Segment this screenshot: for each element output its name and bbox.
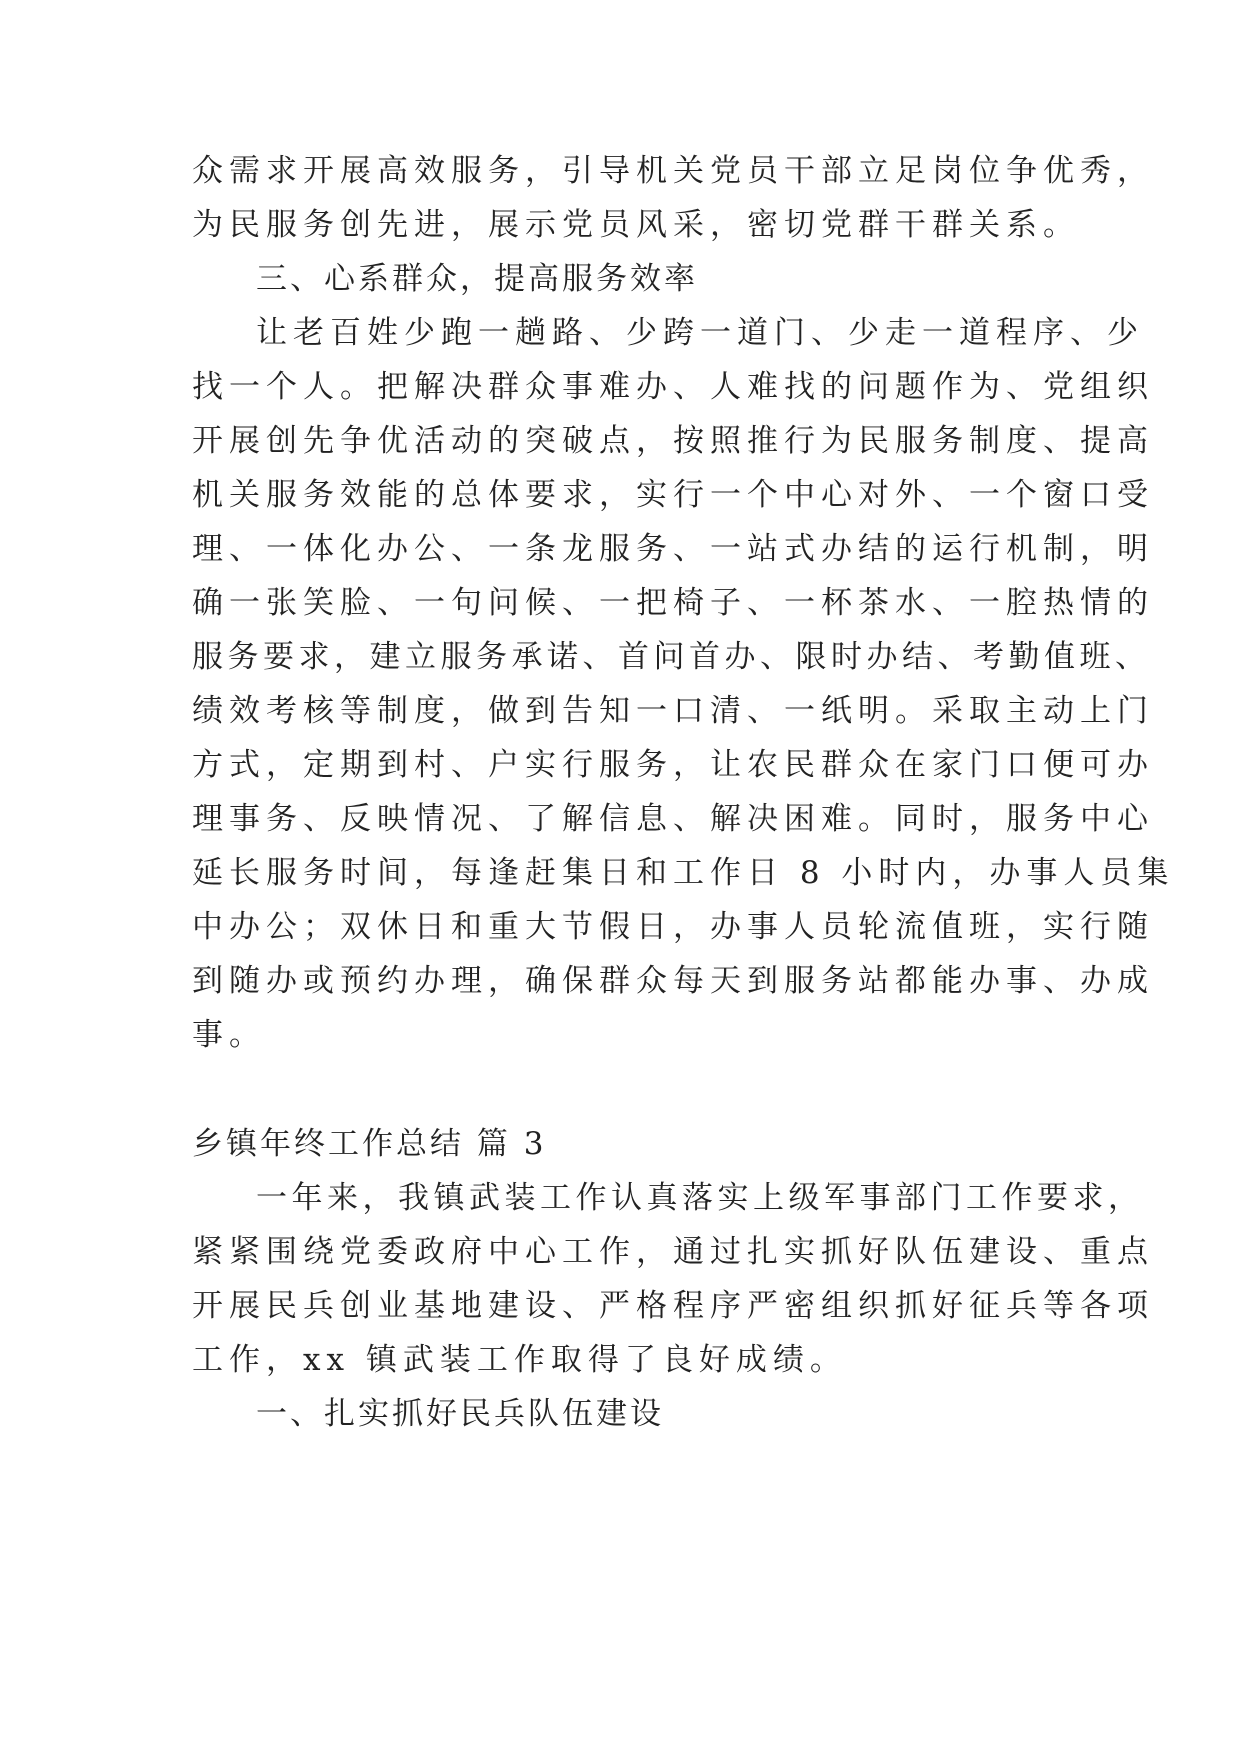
paragraph-line: 理事务、反映情况、了解信息、解决困难。同时，服务中心 xyxy=(192,801,1154,837)
paragraph-line: 一年来，我镇武装工作认真落实上级军事部门工作要求， xyxy=(256,1180,1144,1216)
paragraph-line: 服务要求，建立服务承诺、首问首办、限时办结、考勤值班、 xyxy=(192,639,1151,675)
paragraph-line: 工作，xx 镇武装工作取得了良好成绩。 xyxy=(192,1342,847,1378)
paragraph-line: 开展民兵创业基地建设、严格程序严密组织抓好征兵等各项 xyxy=(192,1288,1154,1324)
paragraph-line: 机关服务效能的总体要求，实行一个中心对外、一个窗口受 xyxy=(192,477,1154,513)
paragraph-line: 紧紧围绕党委政府中心工作，通过扎实抓好队伍建设、重点 xyxy=(192,1234,1154,1270)
paragraph-line: 延长服务时间，每逢赶集日和工作日 8 小时内，办事人员集 xyxy=(192,855,1175,891)
paragraph-line: 到随办或预约办理，确保群众每天到服务站都能办事、办成 xyxy=(192,963,1154,999)
paragraph-line: 绩效考核等制度，做到告知一口清、一纸明。采取主动上门 xyxy=(192,693,1154,729)
paragraph-line: 众需求开展高效服务，引导机关党员干部立足岗位争优秀， xyxy=(192,153,1154,189)
paragraph-line: 中办公；双休日和重大节假日，办事人员轮流值班，实行随 xyxy=(192,909,1154,945)
article-title: 乡镇年终工作总结 篇 3 xyxy=(192,1126,547,1162)
paragraph-line: 找一个人。把解决群众事难办、人难找的问题作为、党组织 xyxy=(192,369,1154,405)
paragraph-line: 为民服务创先进，展示党员风采，密切党群干群关系。 xyxy=(192,207,1080,243)
section-heading: 三、心系群众，提高服务效率 xyxy=(256,261,698,297)
section-heading: 一、扎实抓好民兵队伍建设 xyxy=(256,1396,664,1432)
paragraph-line: 开展创先争优活动的突破点，按照推行为民服务制度、提高 xyxy=(192,423,1154,459)
paragraph-line: 让老百姓少跑一趟路、少跨一道门、少走一道程序、少 xyxy=(256,315,1144,351)
paragraph-line: 方式，定期到村、户实行服务，让农民群众在家门口便可办 xyxy=(192,747,1154,783)
paragraph-line: 事。 xyxy=(192,1017,266,1053)
paragraph-line: 理、一体化办公、一条龙服务、一站式办结的运行机制，明 xyxy=(192,531,1154,567)
paragraph-line: 确一张笑脸、一句问候、一把椅子、一杯茶水、一腔热情的 xyxy=(192,585,1154,621)
